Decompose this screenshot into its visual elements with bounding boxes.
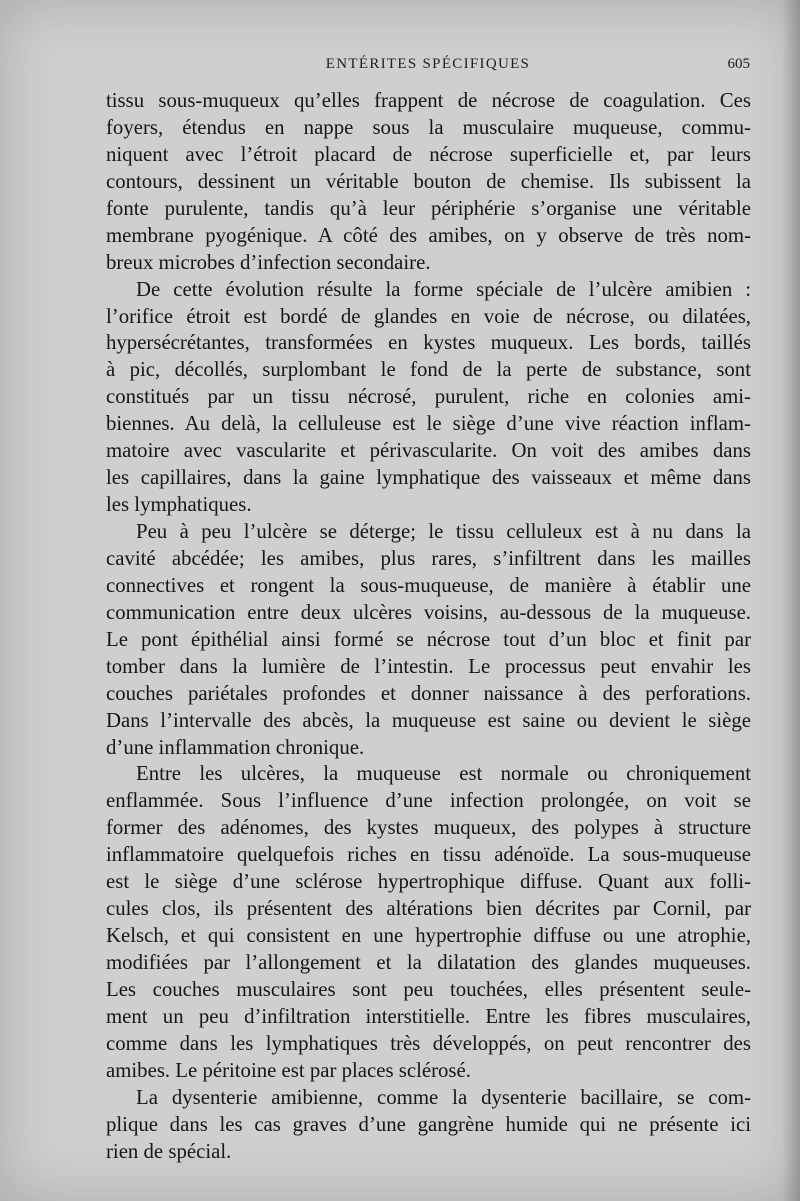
text-line: Le pont épithélial ainsi formé se nécrose tout d’un bloc et finit par [106, 627, 751, 651]
text-line: comme dans les lymphatiques très développés, on peut rencontrer des [106, 1031, 751, 1055]
text-line: modifiées par l’allongement et la dilatation des glandes muqueuses. [106, 951, 751, 974]
text-line: l’orifice étroit est bordé de glandes en voie de nécrose, ou dilatées, [106, 304, 751, 328]
text-line: Les couches musculaires sont peu touchées, elles présentent seule- [106, 977, 751, 1001]
text-line: former des adénomes, des kystes muqueux, des polypes à structure [106, 816, 751, 840]
paragraph-first-line: La dysenterie amibienne, comme la dysenterie bacillaire, se com- [136, 1085, 751, 1109]
text-line: inflammatoire quelquefois riches en tissu adénoïde. La sous-muqueuse [106, 843, 751, 867]
page-header [106, 56, 750, 80]
paragraph-first-line: De cette évolution résulte la forme spéciale de l’ulcère amibien : [136, 277, 751, 301]
text-line: enflammée. Sous l’influence d’une infection prolongée, on voit se [106, 789, 751, 813]
text-line: cules clos, ils présentent des altérations bien décrites par Cornil, par [106, 897, 751, 921]
text-line: connectives et rongent la sous-muqueuse, de manière à établir une [106, 573, 751, 597]
page-edge-shadow [782, 0, 800, 1201]
text-line: à pic, décollés, surplombant le fond de la perte de substance, sont [106, 358, 751, 382]
text-line: tomber dans la lumière de l’intestin. Le processus peut envahir les [106, 654, 751, 678]
text-line: foyers, étendus en nappe sous la musculaire muqueuse, commu- [106, 115, 751, 139]
text-line: breux microbes d’infection secondaire. [106, 250, 431, 274]
text-line: hypersécrétantes, transformées en kystes muqueux. Les bords, taillés [106, 331, 751, 355]
text-line: fonte purulente, tandis qu’à leur périphérie s’organise une véritable [106, 196, 751, 220]
text-line: niquent avec l’étroit placard de nécrose superficielle et, par leurs [106, 142, 751, 166]
text-line: couches pariétales profondes et donner naissance à des perforations. [106, 681, 751, 705]
text-line: plique dans les cas graves d’une gangrène humide qui ne présente ici [106, 1112, 751, 1136]
text-line: matoire avec vascularite et périvascularite. On voit des amibes dans [106, 439, 751, 463]
text-line: d’une inflammation chronique. [106, 735, 365, 759]
text-line: cavité abcédée; les amibes, plus rares, s’infiltrent dans les mailles [106, 546, 751, 570]
text-line: est le siège d’une sclérose hypertrophique diffuse. Quant aux folli- [106, 870, 751, 894]
text-line: communication entre deux ulcères voisins, au-dessous de la muqueuse. [106, 600, 751, 624]
text-line: membrane pyogénique. A côté des amibes, on y observe de très nom- [106, 223, 751, 247]
paragraph-first-line: Entre les ulcères, la muqueuse est normale ou chroniquement [136, 762, 751, 786]
text-line: tissu sous-muqueux qu’elles frappent de nécrose de coagulation. Ces [106, 89, 751, 112]
paragraph-first-line: Peu à peu l’ulcère se déterge; le tissu celluleux est à nu dans la [136, 520, 751, 543]
text-line: rien de spécial. [106, 1139, 232, 1163]
text-line: constitués par un tissu nécrosé, purulent, riche en colonies ami- [106, 385, 751, 409]
body-text [106, 88, 751, 1166]
text-line: contours, dessinent un véritable bouton de chemise. Ils subissent la [106, 169, 751, 193]
page-number: 605 [727, 56, 750, 72]
text-line: Dans l’intervalle des abcès, la muqueuse est saine ou devient le siège [106, 708, 751, 732]
text-line: Kelsch, et qui consistent en une hypertrophie diffuse ou une atrophie, [106, 924, 751, 948]
text-line: amibes. Le péritoine est par places sclérosé. [106, 1058, 471, 1082]
running-head: ENTÉRITES SPÉCIFIQUES [325, 56, 531, 72]
text-line: les capillaires, dans la gaine lymphatique des vaisseaux et même dans [106, 466, 751, 490]
text-line: biennes. Au delà, la celluleuse est le siège d’une vive réaction inflam- [106, 412, 751, 436]
text-line: ment un peu d’infiltration interstitielle. Entre les fibres musculaires, [106, 1004, 751, 1028]
text-line: les lymphatiques. [106, 493, 252, 517]
